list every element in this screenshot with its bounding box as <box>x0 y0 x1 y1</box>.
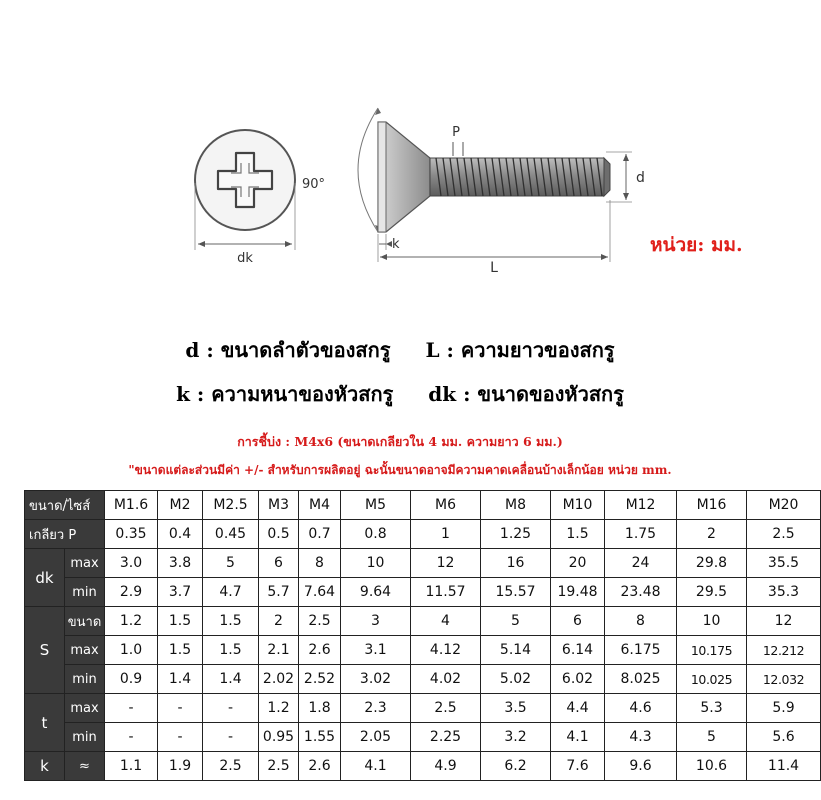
table-cell: 2.6 <box>299 636 341 665</box>
table-cell: - <box>158 723 203 752</box>
size-column-header: M16 <box>677 491 747 520</box>
table-cell: 16 <box>481 549 551 578</box>
table-cell: 2.02 <box>259 665 299 694</box>
s-max-label: max <box>65 636 105 665</box>
table-cell: 1.25 <box>481 520 551 549</box>
dk-min-label: min <box>65 578 105 607</box>
table-cell: 1.0 <box>105 636 158 665</box>
table-cell: 2.05 <box>341 723 411 752</box>
table-cell: 1.8 <box>299 694 341 723</box>
table-cell: 4.12 <box>411 636 481 665</box>
table-cell: 0.45 <box>203 520 259 549</box>
screw-side-view <box>302 108 645 276</box>
table-cell: 4.6 <box>605 694 677 723</box>
table-cell: 9.64 <box>341 578 411 607</box>
table-cell: 6.14 <box>551 636 605 665</box>
t-max-label: max <box>65 694 105 723</box>
table-cell: 4.1 <box>341 752 411 781</box>
unit-label: หน่วย: มม. <box>650 234 743 256</box>
table-cell: 15.57 <box>481 578 551 607</box>
table-cell: 6 <box>551 607 605 636</box>
table-cell: 12.212 <box>747 636 821 665</box>
table-cell: 29.8 <box>677 549 747 578</box>
table-cell: 2.25 <box>411 723 481 752</box>
table-cell: 10.6 <box>677 752 747 781</box>
dk-max-row <box>25 549 821 578</box>
size-column-header: M6 <box>411 491 481 520</box>
table-cell: 5.02 <box>481 665 551 694</box>
table-cell: 3.5 <box>481 694 551 723</box>
table-cell: 3 <box>341 607 411 636</box>
table-cell: 1.5 <box>203 636 259 665</box>
definitions-row-1 <box>0 334 800 366</box>
table-cell: 4.1 <box>551 723 605 752</box>
screw-head-top-view <box>195 130 295 266</box>
table-cell: 4.3 <box>605 723 677 752</box>
table-cell: 1.1 <box>105 752 158 781</box>
table-cell: 8.025 <box>605 665 677 694</box>
size-column-header: M2.5 <box>203 491 259 520</box>
table-cell: 2.52 <box>299 665 341 694</box>
k-group-header: k <box>25 752 65 781</box>
s-nominal-row <box>25 607 821 636</box>
table-cell: 0.7 <box>299 520 341 549</box>
table-cell: 4.02 <box>411 665 481 694</box>
table-cell: 12 <box>747 607 821 636</box>
k-row <box>25 752 821 781</box>
d-dimension-label: d <box>636 170 645 186</box>
table-cell: 2.5 <box>747 520 821 549</box>
tolerance-note: "ขนาดแต่ละส่วนมีค่า +/- สำหรับการผลิตอยู่ ฉะนั้นขนาดอาจมีความคาดเคลื่อนบ้างเล็กน้อย หน่วย mm. <box>128 463 672 477</box>
table-cell: 24 <box>605 549 677 578</box>
spec-table <box>24 490 821 781</box>
table-cell: 4 <box>411 607 481 636</box>
table-cell: 7.6 <box>551 752 605 781</box>
pitch-row <box>25 520 821 549</box>
table-cell: 2.5 <box>259 752 299 781</box>
table-cell: 2 <box>259 607 299 636</box>
table-cell: 6.2 <box>481 752 551 781</box>
table-cell: 6.02 <box>551 665 605 694</box>
table-cell: 1.5 <box>551 520 605 549</box>
definition-k: k : ความหนาของหัวสกรู <box>176 382 394 406</box>
table-cell: 12 <box>411 549 481 578</box>
dk-min-row <box>25 578 821 607</box>
table-cell: 1.5 <box>203 607 259 636</box>
table-cell: 9.6 <box>605 752 677 781</box>
dk-max-label: max <box>65 549 105 578</box>
size-column-header: M2 <box>158 491 203 520</box>
table-cell: 8 <box>605 607 677 636</box>
table-cell: 20 <box>551 549 605 578</box>
table-cell: 2.5 <box>411 694 481 723</box>
table-cell: 1 <box>411 520 481 549</box>
table-cell: 10.175 <box>677 636 747 665</box>
table-cell: 3.2 <box>481 723 551 752</box>
table-cell: 10 <box>341 549 411 578</box>
size-column-header: M4 <box>299 491 341 520</box>
s-group-header: S <box>25 607 65 694</box>
t-min-row <box>25 723 821 752</box>
table-cell: 7.64 <box>299 578 341 607</box>
t-max-row <box>25 694 821 723</box>
table-cell: 5 <box>481 607 551 636</box>
table-cell: 10 <box>677 607 747 636</box>
t-group-header: t <box>25 694 65 752</box>
table-cell: 0.35 <box>105 520 158 549</box>
table-cell: 35.5 <box>747 549 821 578</box>
pitch-row-header: เกลียว P <box>25 520 105 549</box>
table-cell: 1.4 <box>158 665 203 694</box>
table-cell: 6.175 <box>605 636 677 665</box>
table-cell: 12.032 <box>747 665 821 694</box>
table-cell: 3.0 <box>105 549 158 578</box>
table-cell: 5.14 <box>481 636 551 665</box>
size-column-header: M8 <box>481 491 551 520</box>
table-cell: 5.6 <box>747 723 821 752</box>
table-cell: 8 <box>299 549 341 578</box>
size-column-header: M20 <box>747 491 821 520</box>
L-dimension-label: L <box>490 260 498 276</box>
table-cell: - <box>203 723 259 752</box>
s-min-label: min <box>65 665 105 694</box>
table-cell: 1.4 <box>203 665 259 694</box>
table-cell: 6 <box>259 549 299 578</box>
table-cell: 5 <box>677 723 747 752</box>
table-cell: 5.7 <box>259 578 299 607</box>
table-cell: 2.1 <box>259 636 299 665</box>
table-cell: - <box>105 723 158 752</box>
definitions-row-2 <box>0 378 800 410</box>
table-cell: 0.95 <box>259 723 299 752</box>
size-column-header: M5 <box>341 491 411 520</box>
table-cell: 3.02 <box>341 665 411 694</box>
table-cell: 1.5 <box>158 636 203 665</box>
table-cell: 5.3 <box>677 694 747 723</box>
table-cell: 3.8 <box>158 549 203 578</box>
size-column-header: M1.6 <box>105 491 158 520</box>
table-cell: 0.8 <box>341 520 411 549</box>
angle-label: 90° <box>302 177 326 192</box>
s-nominal-label: ขนาด <box>65 607 105 636</box>
table-cell: 4.9 <box>411 752 481 781</box>
definition-L: L : ความยาวของสกรู <box>425 338 615 362</box>
table-cell: 1.5 <box>158 607 203 636</box>
table-cell: 1.2 <box>105 607 158 636</box>
table-cell: 0.9 <box>105 665 158 694</box>
table-cell: 3.1 <box>341 636 411 665</box>
s-min-row <box>25 665 821 694</box>
table-cell: 2 <box>677 520 747 549</box>
table-cell: 19.48 <box>551 578 605 607</box>
table-cell: - <box>105 694 158 723</box>
table-cell: 2.9 <box>105 578 158 607</box>
table-cell: 2.5 <box>299 607 341 636</box>
size-column-header: M3 <box>259 491 299 520</box>
table-cell: 35.3 <box>747 578 821 607</box>
table-cell: 10.025 <box>677 665 747 694</box>
table-cell: 23.48 <box>605 578 677 607</box>
table-cell: 5 <box>203 549 259 578</box>
table-cell: 1.55 <box>299 723 341 752</box>
dk-dimension-label: dk <box>237 251 253 266</box>
size-header: ขนาด/ไซส์ <box>25 491 105 520</box>
table-cell: 2.5 <box>203 752 259 781</box>
k-approx-label: ≈ <box>65 752 105 781</box>
table-cell: 1.75 <box>605 520 677 549</box>
table-cell: 2.3 <box>341 694 411 723</box>
table-cell: 1.2 <box>259 694 299 723</box>
example-note: การชี้บ่ง : M4x6 (ขนาดเกลียวใน 4 มม. ความยาว 6 มม.) <box>237 434 563 449</box>
table-cell: 11.57 <box>411 578 481 607</box>
definition-d: d : ขนาดลำตัวของสกรู <box>185 338 391 362</box>
table-cell: - <box>158 694 203 723</box>
size-column-header: M12 <box>605 491 677 520</box>
header-row <box>25 491 821 520</box>
pitch-label: P <box>452 125 460 140</box>
table-cell: 0.4 <box>158 520 203 549</box>
size-column-header: M10 <box>551 491 605 520</box>
table-cell: - <box>203 694 259 723</box>
dk-group-header: dk <box>25 549 65 607</box>
table-cell: 1.9 <box>158 752 203 781</box>
table-cell: 4.7 <box>203 578 259 607</box>
k-dimension-label: k <box>392 237 400 252</box>
s-max-row <box>25 636 821 665</box>
table-cell: 2.6 <box>299 752 341 781</box>
t-min-label: min <box>65 723 105 752</box>
table-cell: 5.9 <box>747 694 821 723</box>
table-cell: 4.4 <box>551 694 605 723</box>
definition-dk: dk : ขนาดของหัวสกรู <box>428 382 624 406</box>
table-cell: 0.5 <box>259 520 299 549</box>
table-cell: 3.7 <box>158 578 203 607</box>
table-cell: 29.5 <box>677 578 747 607</box>
table-cell: 11.4 <box>747 752 821 781</box>
